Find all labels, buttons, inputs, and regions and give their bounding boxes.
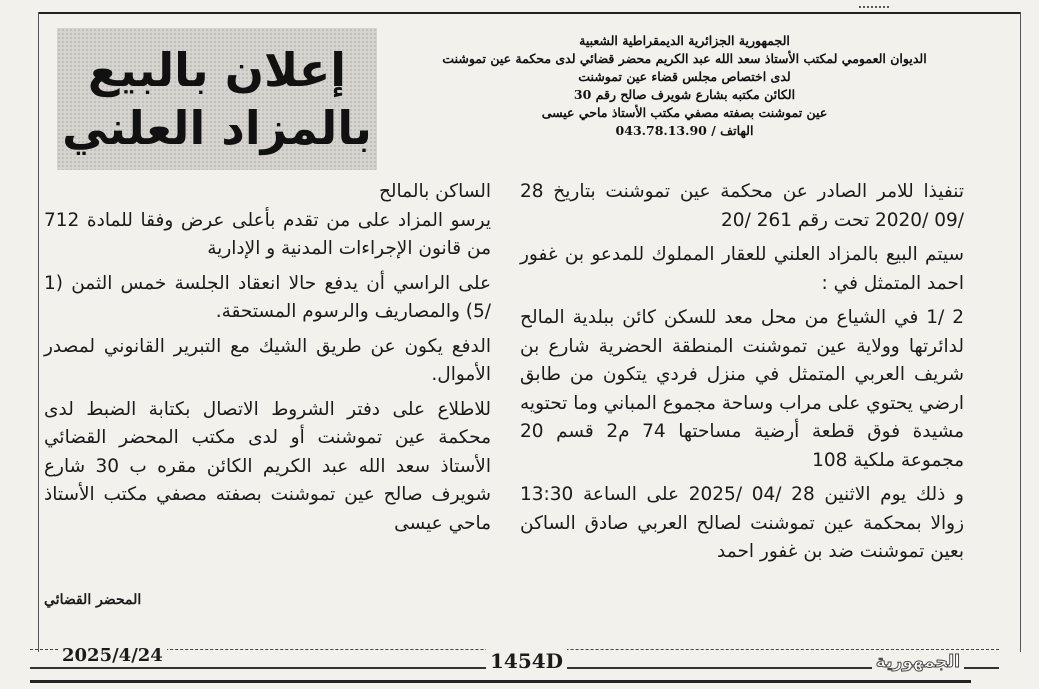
header-liquidator: عين تموشنت بصفته مصفي مكتب الأستاذ ماحي عيسى xyxy=(541,105,828,120)
paragraph-sale: سيتم البيع بالمزاد العلني للعقار المملوك للمدعو بن غفور احمد المتمثل في : xyxy=(520,244,964,294)
corner-mark xyxy=(859,0,889,8)
title-line-2: بالمزاد العلني xyxy=(62,101,372,155)
header-jurisdiction: لدى اختصاص مجلس قضاء عين تموشنت xyxy=(578,69,791,84)
right-text-column xyxy=(520,178,964,567)
bottom-border xyxy=(30,680,971,683)
paragraph-cheque: الدفع يكون عن طريق الشيك مع التبرير القانوني لمصدر الأموال. xyxy=(44,335,491,385)
title-line-1: إعلان بالبيع xyxy=(87,43,347,97)
header-office: الديوان العمومي لمكتب الأستاذ سعد الله عبد الكريم محضر قضائي لدى محكمة عين تموشنت xyxy=(442,51,927,66)
left-text-column xyxy=(44,178,491,538)
paragraph-date: و ذلك يوم الاثنين 28 /04 /2025 على الساعة 13:30 زوالا بمحكمة عين تموشنت لصالح العربي صادق الساكن بعين تموشنت ضد بن غفور احمد xyxy=(520,484,964,562)
right-border xyxy=(1020,12,1021,652)
paragraph-bid: يرسو المزاد على من تقدم بأعلى عرض وفقا للمادة 712 من قانون الإجراءات المدنية و الإدارية xyxy=(44,209,491,259)
paragraph-property: 2 /1 في الشياع من محل معد للسكن كائن ببلدية المالح لدائرتها وولاية عين تموشنت المنطقة الحضرية شارع بن شريف العربي المتمثل في منزل فردي يتكون من طابق ارضي يحتوي على مراب وساحة مجموع المباني وما تحتويه مشيدة فوق قطعة أرضية مساحتها 74 م2 قسم 20 مجموعة ملكية 108 xyxy=(520,307,964,471)
office-header xyxy=(390,32,979,140)
newspaper-name: الجمهورية xyxy=(872,652,964,672)
header-republic: الجمهورية الجزائرية الديمقراطية الشعبية xyxy=(579,33,790,48)
bailiff-signature: المحضر القضائي xyxy=(44,592,142,608)
header-address: الكائن مكتبه بشارع شويرف صالح رقم 30 xyxy=(573,87,796,102)
announcement-title-box xyxy=(57,28,377,170)
paragraph-residence: الساكن بالمالح xyxy=(378,181,491,202)
paragraph-contact: للاطلاع على دفتر الشروط الاتصال بكتابة الضبط لدى محكمة عين تموشنت أو لدى مكتب المحضر القضائي الأستاذ سعد الله عبد الكريم الكائن مقره ب 30 شارع شويرف صالح عين تموشنت بصفته مصفي مكتب الأستاذ ماحي عيسى xyxy=(44,398,491,534)
top-border xyxy=(38,12,1021,14)
left-border xyxy=(38,12,39,652)
paragraph-order: تنفيذا للامر الصادر عن محكمة عين تموشنت بتاريخ 28 /09 /2020 تحت رقم 261 /20 xyxy=(520,181,964,231)
footer-date: 2025/4/24 xyxy=(58,645,167,666)
header-phone: الهاتف / 043.78.13.90 xyxy=(615,123,754,138)
footer-code: 1454D xyxy=(486,649,567,673)
paragraph-payment: على الراسي أن يدفع حالا انعقاد الجلسة خمس الثمن (1 /5) والمصاريف والرسوم المستحقة. xyxy=(44,272,491,322)
